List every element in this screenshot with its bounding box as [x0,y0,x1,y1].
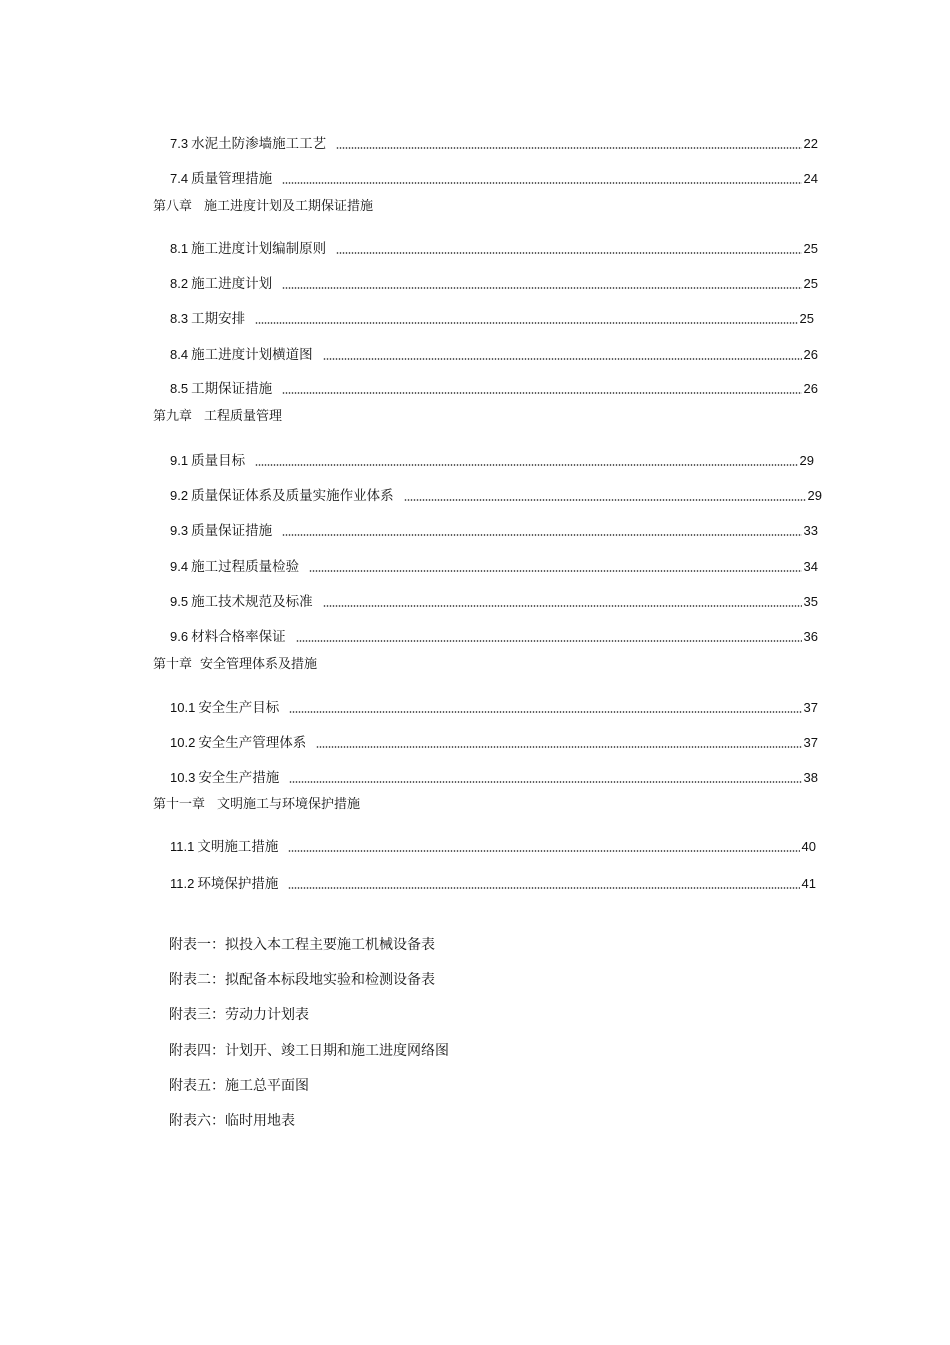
entry-title: 施工进度计划编制原则 [191,241,327,257]
entry-number: 9.4 [170,559,189,574]
entry-number: 8.2 [170,276,189,291]
dot-leader [289,711,801,713]
entry-title: 安全生产管理体系 [198,735,307,751]
entry-page: 35 [803,594,818,609]
toc-entry-9-3[interactable] [170,515,818,539]
chapter-heading-11[interactable] [153,797,360,813]
appendix-item-4[interactable]: 附表四：计划开、竣工日期和施工进度网络图 [169,1043,449,1059]
toc-entry-8-3[interactable] [170,303,814,327]
entry-number: 10.3 [170,770,196,785]
entry-number: 8.5 [170,381,189,396]
chapter-heading-10[interactable] [153,657,317,673]
entry-page: 25 [799,311,814,326]
chapter-heading-8[interactable] [153,199,373,215]
entry-title: 施工进度计划 [191,276,273,292]
dot-leader [336,252,801,254]
dot-leader [282,392,801,394]
entry-page: 25 [803,241,818,256]
entry-number: 9.3 [170,523,189,538]
dot-leader [404,499,806,501]
chapter-heading-9[interactable] [153,409,282,425]
entry-page: 34 [803,559,818,574]
entry-number: 9.1 [170,453,189,468]
chapter-label: 第十章 [153,657,193,672]
entry-title: 文明施工措施 [197,839,279,855]
entry-number: 10.1 [170,700,196,715]
dot-leader [336,147,801,149]
entry-title: 水泥土防渗墙施工工艺 [191,136,327,152]
chapter-title: 安全管理体系及措施 [200,657,318,672]
toc-entry-11-2[interactable] [170,868,816,892]
dot-leader [282,287,801,289]
chapter-label: 第八章 [153,199,193,214]
entry-title: 施工技术规范及标准 [191,594,313,610]
entry-page: 26 [803,347,818,362]
dot-leader [289,781,801,783]
appendix-item-5[interactable]: 附表五：施工总平面图 [169,1078,309,1094]
entry-title: 质量保证体系及质量实施作业体系 [191,488,394,504]
dot-leader [255,464,797,466]
entry-page: 33 [803,523,818,538]
entry-number: 9.5 [170,594,189,609]
chapter-label: 第十一章 [153,797,206,812]
dot-leader [296,640,802,642]
entry-number: 9.2 [170,488,189,503]
entry-number: 8.1 [170,241,189,256]
chapter-label: 第九章 [153,409,193,424]
toc-entry-10-2[interactable] [170,727,818,751]
entry-page: 37 [803,700,818,715]
dot-leader [323,358,802,360]
entry-number: 11.2 [170,876,195,891]
dot-leader [282,182,801,184]
entry-page: 29 [799,453,814,468]
entry-title: 材料合格率保证 [191,629,286,645]
toc-entry-7-4[interactable] [170,163,818,187]
toc-entry-8-2[interactable] [170,268,818,292]
dot-leader [309,570,801,572]
dot-leader [323,605,802,607]
dot-leader [288,887,799,889]
appendix-item-3[interactable]: 附表三：劳动力计划表 [169,1007,309,1023]
entry-title: 工期保证措施 [191,381,273,397]
toc-entry-9-6[interactable] [170,621,818,645]
entry-page: 38 [803,770,818,785]
appendix-item-1[interactable]: 附表一：拟投入本工程主要施工机械设备表 [169,937,435,953]
entry-number: 10.2 [170,735,196,750]
entry-number: 11.1 [170,839,195,854]
entry-number: 8.3 [170,311,189,326]
dot-leader [288,850,799,852]
chapter-title: 文明施工与环境保护措施 [217,797,361,812]
entry-title: 质量管理措施 [191,171,273,187]
entry-page: 25 [803,276,818,291]
toc-entry-7-3[interactable] [170,128,818,152]
toc-entry-9-2[interactable] [170,480,822,504]
entry-number: 9.6 [170,629,189,644]
toc-entry-9-4[interactable] [170,551,818,575]
toc-entry-8-5[interactable] [170,373,818,397]
entry-number: 7.4 [170,171,189,186]
entry-page: 37 [803,735,818,750]
entry-title: 安全生产目标 [198,700,280,716]
entry-number: 7.3 [170,136,189,151]
dot-leader [316,746,801,748]
entry-title: 质量保证措施 [191,523,273,539]
entry-page: 40 [801,839,816,854]
entry-page: 36 [803,629,818,644]
appendix-item-2[interactable]: 附表二：拟配备本标段地实验和检测设备表 [169,972,435,988]
appendix-item-6[interactable]: 附表六：临时用地表 [169,1113,295,1129]
entry-title: 环境保护措施 [197,876,279,892]
entry-title: 安全生产措施 [198,770,280,786]
entry-page: 24 [803,171,818,186]
entry-page: 26 [803,381,818,396]
toc-entry-11-1[interactable] [170,831,816,855]
toc-entry-8-4[interactable] [170,339,818,363]
toc-entry-9-5[interactable] [170,586,818,610]
dot-leader [282,534,801,536]
chapter-title: 工程质量管理 [204,409,283,424]
entry-page: 22 [803,136,818,151]
toc-entry-10-3[interactable] [170,762,818,786]
toc-entry-9-1[interactable] [170,445,814,469]
entry-page: 41 [801,876,816,891]
entry-page: 29 [807,488,822,503]
toc-entry-10-1[interactable] [170,692,818,716]
entry-title: 质量目标 [191,453,246,469]
entry-title: 施工过程质量检验 [191,559,300,575]
dot-leader [255,322,797,324]
entry-title: 工期安排 [191,311,246,327]
entry-title: 施工进度计划横道图 [191,347,313,363]
toc-entry-8-1[interactable] [170,233,818,257]
chapter-title: 施工进度计划及工期保证措施 [204,199,374,214]
entry-number: 8.4 [170,347,189,362]
